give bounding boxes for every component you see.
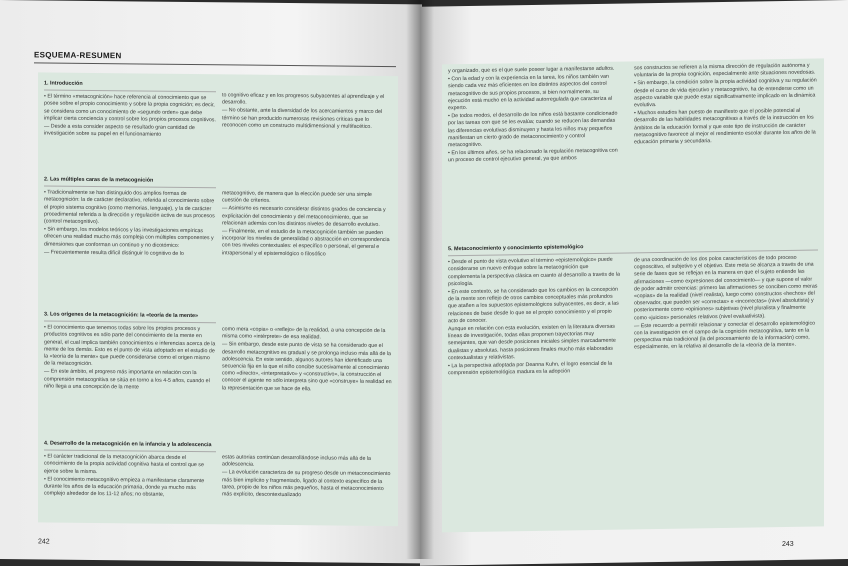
- section-5-right: [634, 254, 818, 353]
- paragraph: • El término «metacognición» hace referencia al conocimiento que se posee sobre el propio conocimiento y sobre la propia cognición; es decir, se considera como un conocimiento de «segundo orden» que debe implicar cierta conciencia y control sobre los propios procesos cognitivos.: [44, 93, 216, 124]
- section-3-left: [44, 311, 216, 393]
- section-title: 4. Desarrollo de la metacognición en la infancia y la adolescencia: [44, 440, 212, 449]
- top-right-column: [634, 62, 818, 147]
- paragraph: sos constructos se refieren a la misma dirección de regulación autónoma y voluntaria de la propia cognición, especialmente ante situaciones novedosas.: [634, 62, 816, 79]
- section-2-left: [44, 176, 216, 259]
- section-rule: [44, 450, 216, 453]
- paragraph: — Este recuerdo a permitir relacionar y conectar el desarrollo epistemológico con la investigación en el campo de la cognición metacognitiva, tanto en la perspectiva más tradicional (la del procesamiento de la información) como, especialmente, en la relativa al desarrollo de la «teoría de la mente».: [634, 320, 816, 351]
- page-header: ESQUEMA-RESUMEN: [34, 50, 122, 61]
- paragraph: • El conocimiento metacognitivo empieza a manifestarse claramente durante los años de la educación primaria, donde ya mucho más complejo alrededor de los 11-12 años; no obstante,: [44, 476, 205, 498]
- section-5-left: [448, 244, 620, 379]
- paragraph: y organizado, que es el que suele poseer lugar a manifestarse adultos.: [448, 65, 615, 75]
- section-4-left: [44, 440, 216, 500]
- book-gutter: [406, 0, 434, 559]
- page-number: 242: [38, 538, 50, 546]
- paragraph: estas autorías continúan desarrollándose incluso más allá de la adolescencia.: [222, 454, 371, 468]
- paragraph: — Desde a esta consider aspecto se resultado gran cantidad de investigación sobre su papel en el funcionamiento: [44, 123, 195, 138]
- section-2-right: [222, 190, 392, 260]
- paragraph: — Asimismo es necesario considerar distintos grados de conciencia y explicitación del conocimiento y del metaconocimiento, que se relacionan además con los distintos niveles de desarrollo evolutivo.: [222, 205, 386, 228]
- paragraph: • En este contexto, se ha considerado que los cambios en la concepción de la mente son reflejo de otros cambios conceptuales más profundos que atañen a los supuestos epistemológicos subyacentes, es decir, a las relaciones de base desde lo que se el propio conocimiento y el propio acto de conocer.: [448, 286, 619, 325]
- left-page: [0, 0, 422, 563]
- paragraph: • De todos modos, el desarrollo de los niños está bastante condicionado por las tareas con que se les evalúa; cuando se reducen las demandas las diferencias evolutivas disminuyen y hasta los niños muy pequeños manifiestan un cierto grado de metaconocimiento y control metacognitivo.: [448, 110, 618, 149]
- section-rule: [44, 186, 216, 189]
- paragraph: • Sin embargo, los modelos teóricos y las investigaciones empíricas ofrecen una realidad mucho más compleja con múltiples componentes y dimensiones que conforman un continuo y no dicotómico:: [44, 226, 214, 249]
- paragraph: — En este ámbito, el progreso más importante en relación con la comprensión metacognitiva se sitúa en torno a los 4-5 años, cuando el niño llega a una concepción de la mente: [44, 368, 210, 391]
- section-rule: [44, 321, 216, 324]
- paragraph: — La evolución caracteriza de su progreso desde un metaconocimiento más bien implícito y fragmentado, ligado al contexto específico de la tarea, propio de los niños más pequeños, hasta el metaconocimiento más explícito, descontextualizado: [222, 469, 391, 499]
- paragraph: como mera «copia» o «reflejo» de la realidad, a una concepción de la misma como «intérprete» de esa realidad.: [222, 326, 386, 341]
- section-rule: [44, 90, 216, 93]
- section-title: 1. Introducción: [44, 80, 83, 87]
- paragraph: • Tradicionalmente se han distinguido dos amplios formas de metacognición: la de carácter declarativo, referida al conocimiento sobre el propio sistema cognitivo (como memorias, lenguaje), y la de carácter procedimental referida a la dirección y regulación activa de sus procesos (control metacognitivo).: [44, 189, 215, 226]
- paragraph: — Frecuentemente resulta difícil distinguir lo cognitivo de lo: [44, 249, 184, 257]
- section-3-right: [222, 326, 392, 395]
- section-1-right: [222, 92, 392, 132]
- paragraph: • Sin embargo, la condición sobre la propia actividad cognitiva y su regulación desde el curso de vida ejecutivo y metacognitivo, ha de entenderse como un aspecto variable que puede estar significativamente implicado en la dinámica evolutiva.: [634, 77, 817, 109]
- paragraph: • Muchos estudios han puesto de manifiesto que el posible potencial al desarrollo de las habilidades metacognitivas a través de la instrucción en los ámbitos de la educación formal y que este tipo de instrucción de carácter metacognitivo favorece al mejor el rendimiento escolar durante los años de la educación primaria y secundaria.: [634, 107, 816, 146]
- paragraph: • El conocimiento que tenemos todas sobre los propios procesos y productos cognitivos es sólo parte del conocimiento de la mente en general, el cual implica también conocimientos e inferencias acerca de la mente de los demás. Esto es el punto de vista adoptado en el estudio de la «teoría de la mente» que puede considerarse como el origen mismo de la metacognición.: [44, 324, 216, 368]
- paragraph: to cognitivo eficaz y en los progresos subyacentes al aprendizaje y el desarrollo.: [222, 92, 385, 106]
- paragraph: • Desde el punto de vista evolutivo el término «epistemológico» puede considerarse un nuevo enfoque sobre la metacognición que complementa la perspectiva clásica en cuanto al desarrollo a través de la psicología.: [448, 256, 620, 288]
- section-title: 5. Metaconocimiento y conocimiento epistemológico: [448, 244, 584, 253]
- paragraph: — No obstante, ante la diversidad de los acercamientos y marco del término se han producido numerosas revisiones críticas que lo reconocen como un constructo multidimensional y multifacético.: [222, 107, 383, 130]
- section-title: 3. Los orígenes de la metacognición: la «teoría de la mente»: [44, 311, 198, 320]
- paragraph: — Sin embargo, desde este punto de vista se ha considerado que el desarrollo metacognitivo es gradual y se prolonga incluso más allá de la adolescencia. En este sentido, algunos autores han identificado una secuencia fija en la que el niño concibe sucesivamente al conocimiento como «directo», «interpretativo» y «constructivo», la construcción el conocer el agente no sólo interpreta sino que «construye» la realidad en la representación que se hace de ella.: [222, 341, 392, 392]
- header-rule: [34, 62, 396, 67]
- paragraph: de una coordinación de los dos polos característicos de todo proceso cognoscitivo, el subjetivo y el objetivo. Este meta se alcanza a través de una serie de fases que se reflejan en la manera en que el sujeto entiende las afirmaciones —como expresiones del conocimiento— y que supone el valor de poder admitir creencias: primero las afirmaciones se conciben como meras «copias» de la realidad (nivel realista), luego como constructos «hechos» del observador, que pueden ser «correctas» e «incorrectas» (nivel absolutista) y posteriormente como «opiniones» subjetivas (nivel pluralista y finalmente como «juicios» personales relativos (nivel evaluativista).: [634, 254, 818, 321]
- paragraph: — Finalmente, en el estudio de la metacognición también se pueden incorporar los niveles de generalidad o abstracción en correspondencia con tres niveles contextuales: el específico o personal, el general e intrapersonal y el epistemológico o filosófico: [222, 228, 390, 258]
- section-title: 2. Las múltiples caras de la metacognición: [44, 176, 154, 184]
- right-page: [420, 0, 848, 566]
- paragraph: • La la perspectiva adoptada por Deanna Kuhn, el logro esencial de la comprensión epistemológica madura es la adopción: [448, 360, 613, 377]
- paragraph: metacognitivo, de manera que la elección puede ser una simple cuestión de criterios.: [222, 190, 372, 205]
- paragraph: Aunque en relación con esta evolución, existen en la literatura diversas líneas de investigación, todas ellas proponen trayectorias muy semejantes, que van desde posiciones iniciales simples marcadamente dualistas y absolutas, hasta posiciones finales mucho más elaboradas contextualistas y relativistas.: [448, 323, 616, 362]
- page-number: 243: [782, 540, 794, 549]
- paragraph: • En los últimos años, se ha relacionado la regulación metacognitiva con un proceso de control ejecutivo general, ya que ambos: [448, 147, 618, 164]
- paragraph: • El carácter tradicional de la metacognición abarca desde el conocimiento de la propia actividad cognitiva hasta el control que se ejerce sobre la misma.: [44, 453, 204, 475]
- section-4-right: [222, 454, 392, 501]
- section-1-left: [44, 80, 216, 140]
- top-left-column: [448, 66, 620, 166]
- paragraph: • Con la edad y con la experiencia en la tarea, los niños también van siendo cada vez más eficientes en los distintos aspectos del control metacognitivo de sus propios procesos, si bien normalmente, su ejecución está mucho en la actividad autorregulada que caracteriza al experto.: [448, 73, 613, 112]
